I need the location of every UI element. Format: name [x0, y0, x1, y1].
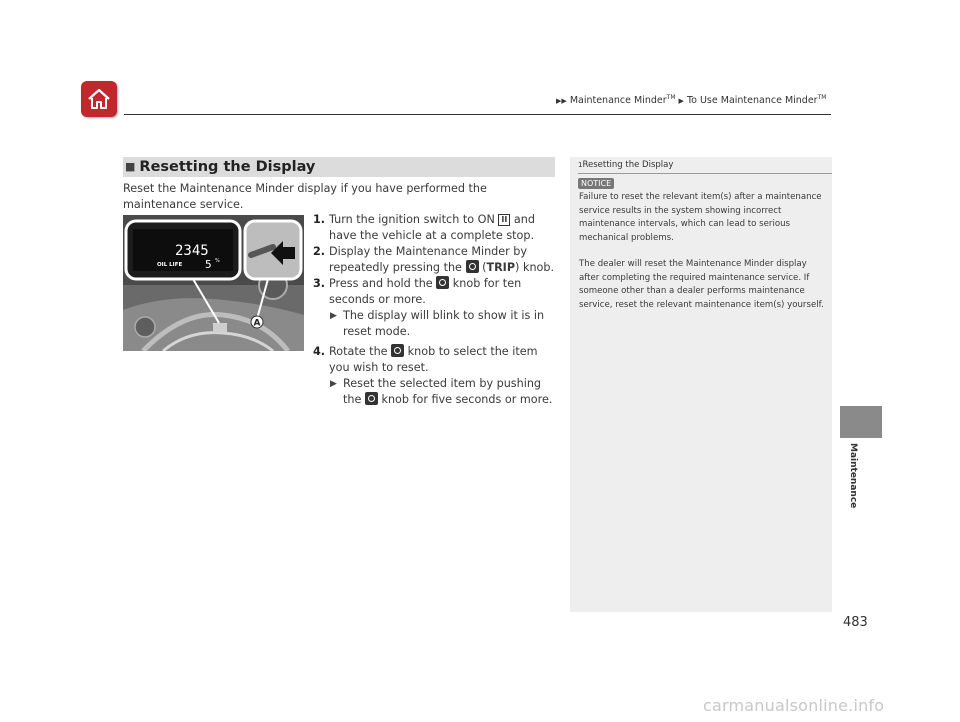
- header-divider: [124, 114, 831, 115]
- breadcrumb-current: To Use Maintenance Minder™: [686, 94, 827, 107]
- step-1: 1. Turn the ignition switch to ON II and have the vehicle at a complete stop.: [313, 213, 535, 242]
- selector-knob-icon: [391, 344, 404, 357]
- dashboard-illustration: [123, 215, 304, 351]
- step-4: 4. Rotate the knob to select the item you wish to reset.: [313, 345, 538, 374]
- result-arrow-icon: ▶: [330, 311, 337, 321]
- step-2: 2. Display the Maintenance Minder by repeatedly pressing the (TRIP) knob.: [313, 245, 555, 274]
- selector-knob-icon: [436, 276, 449, 289]
- sidebar-paragraph-2: The dealer will reset the Maintenance Minder display after completing the required maintenance service. If someone other than a dealer performs maintenance service, reset the relevant maintenance item(s) yourself.: [579, 259, 824, 310]
- breadcrumb-arrow-icon: ▶▶: [556, 97, 567, 106]
- selector-knob-icon: [365, 392, 378, 405]
- dashboard-figure: [123, 215, 304, 351]
- sidebar-divider: [578, 173, 832, 174]
- breadcrumb-link-maintenance-minder[interactable]: Maintenance Minder™: [569, 94, 676, 107]
- procedure-steps: [313, 212, 556, 408]
- home-icon: [87, 88, 111, 110]
- section-heading: ■ Resetting the Display: [123, 157, 555, 177]
- breadcrumb: [556, 94, 826, 106]
- notice-badge: NOTICE: [578, 178, 614, 189]
- percent-sign: %: [215, 258, 220, 264]
- oil-life-value: 5: [205, 258, 212, 271]
- odometer-value: 2345: [175, 243, 209, 259]
- intro-paragraph: Reset the Maintenance Minder display if you have performed the maintenance service.: [123, 182, 487, 211]
- callout-a: A: [253, 318, 261, 329]
- chapter-tab-label: Maintenance: [848, 443, 858, 509]
- page-number: 483: [843, 615, 868, 630]
- selector-knob-icon: [466, 260, 479, 273]
- ignition-position-badge: II: [498, 214, 510, 226]
- result-arrow-icon: ▶: [330, 379, 337, 389]
- chapter-tab[interactable]: [840, 406, 882, 438]
- home-button[interactable]: [81, 81, 117, 117]
- step-3-result: ▶ The display will blink to show it is in reset mode.: [330, 309, 545, 338]
- sidebar-title: 1Resetting the Display: [578, 160, 674, 170]
- square-bullet-icon: ■: [125, 160, 136, 173]
- step-4-result: ▶ Reset the selected item by pushing the knob for five seconds or more.: [330, 377, 553, 406]
- oil-life-label: OIL LIFE: [157, 262, 183, 268]
- sidebar-paragraph-1: Failure to reset the relevant item(s) after a maintenance service results in the system showing incorrect maintenance intervals, which can lead to serious mechanical problems.: [579, 192, 822, 243]
- breadcrumb-arrow-icon: ▶: [678, 97, 684, 106]
- watermark: carmanualsonline.info: [703, 696, 885, 715]
- step-3: 3. Press and hold the knob for ten seconds or more.: [313, 277, 522, 306]
